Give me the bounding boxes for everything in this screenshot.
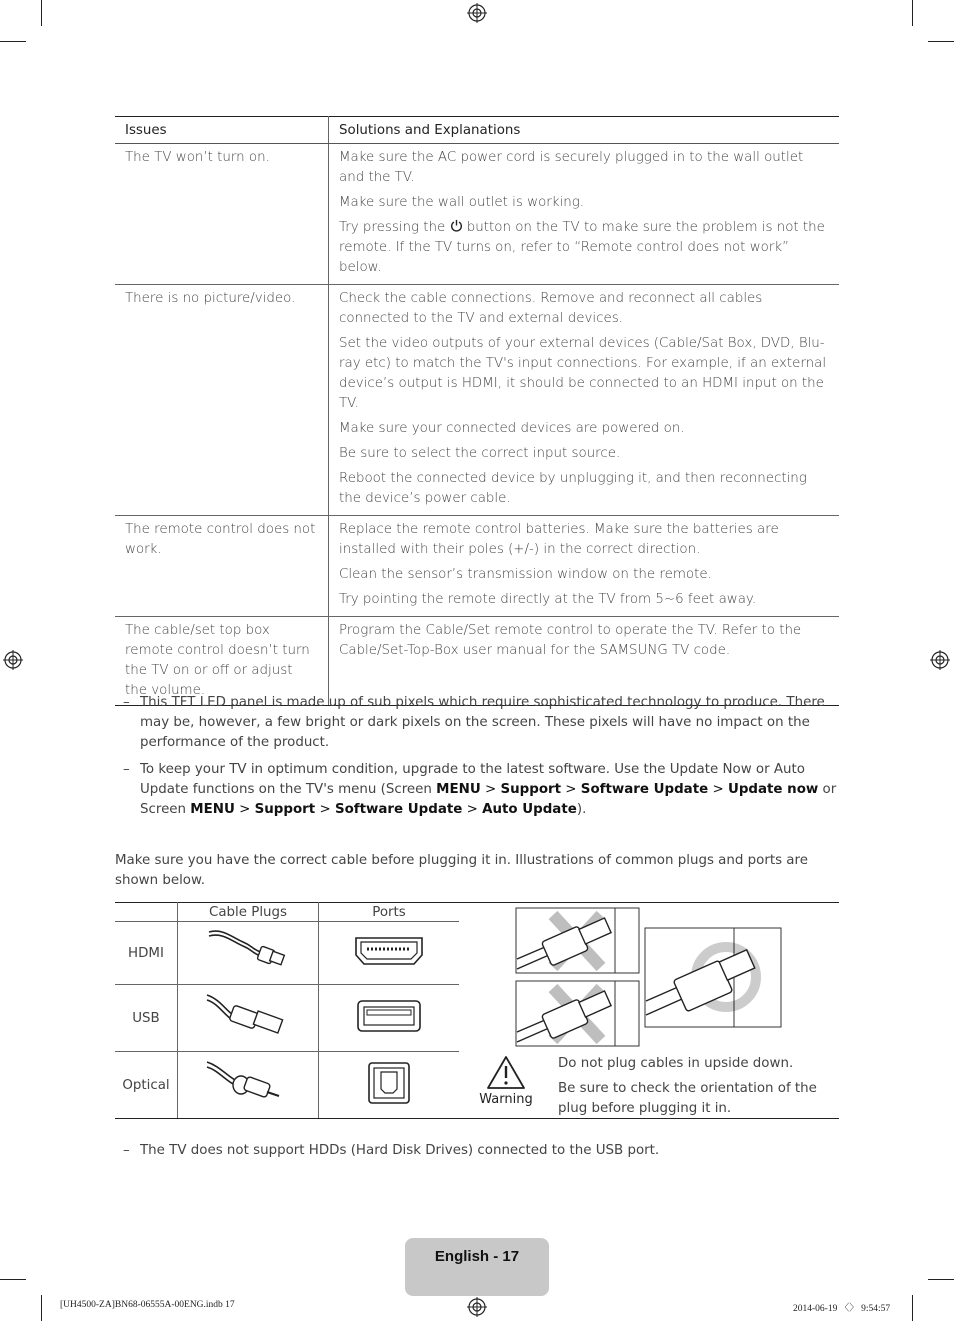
registration-mark-icon <box>467 3 487 23</box>
cable-type-label: Optical <box>115 1052 178 1119</box>
note-hdd <box>115 1141 837 1161</box>
print-slug-right: 2014-06-19 〈〉 9:54:57 <box>793 1304 891 1314</box>
menu-path-item: MENU <box>436 782 481 797</box>
issue-cell: The cable/set top box remote control doesn’t turn the TV on or off or adjust the volume. <box>115 617 329 706</box>
port-cell <box>319 985 460 1052</box>
column-header-plugs: Cable Plugs <box>178 903 319 922</box>
troubleshooting-table <box>115 116 839 706</box>
note-text <box>140 760 837 820</box>
table-header-row <box>115 117 839 144</box>
solution-cell <box>329 516 840 617</box>
registration-mark-icon <box>3 650 23 670</box>
chevron-right-icon: > <box>712 782 724 797</box>
plug-cell <box>178 1052 319 1119</box>
crop-mark <box>912 1295 913 1321</box>
optical-plug-icon <box>203 1058 293 1108</box>
column-header-ports: Ports <box>319 903 460 922</box>
solution-text: Be sure to select the correct input source. <box>339 446 621 461</box>
column-header-solutions: Solutions and Explanations <box>329 117 840 144</box>
issue-cell: The remote control does not work. <box>115 516 329 617</box>
correct-orientation-illustration <box>644 927 782 1028</box>
column-header-blank <box>115 903 178 922</box>
solution-text: Try pointing the remote directly at the TV from 5~6 feet away. <box>339 592 757 607</box>
port-cell <box>319 1052 460 1119</box>
warning-icon <box>486 1055 526 1091</box>
table-row <box>115 985 459 1052</box>
column-header-issues: Issues <box>115 117 329 144</box>
menu-path-item: Software Update <box>334 802 463 817</box>
solution-text: Reboot the connected device by unplugging it, and then reconnecting the device’s power cable. <box>339 471 807 506</box>
solution-cell <box>329 285 840 516</box>
crop-mark <box>0 1279 26 1280</box>
issue-cell: There is no picture/video. <box>115 285 329 516</box>
power-icon <box>450 219 463 232</box>
crop-mark <box>41 1295 42 1321</box>
plug-cell <box>178 922 319 985</box>
registration-mark-icon <box>467 1297 487 1317</box>
warning-text: Do not plug cables in upside down. <box>558 1056 794 1071</box>
solution-text: Check the cable connections. Remove and reconnect all cables connected to the TV and external devices. <box>339 291 763 326</box>
port-cell <box>319 922 460 985</box>
cable-table <box>115 902 459 1119</box>
table-header-row <box>115 903 459 922</box>
plug-cell <box>178 985 319 1052</box>
dash-bullet: – <box>123 762 130 777</box>
dash-bullet: – <box>123 1143 130 1158</box>
dash-bullet: – <box>123 695 130 710</box>
note-text-part: or Screen <box>140 782 837 817</box>
chevron-right-icon: > <box>466 802 478 817</box>
registration-mark-icon <box>930 650 950 670</box>
crop-mark <box>0 41 26 42</box>
wrong-orientation-illustration-2 <box>515 980 640 1047</box>
note-text: The TV does not support HDDs (Hard Disk Drives) connected to the USB port. <box>140 1143 660 1158</box>
menu-path-item: Support <box>254 802 316 817</box>
print-slug-left: [UH4500-ZA]BN68-06555A-00ENG.indb 17 <box>60 1300 235 1310</box>
chevron-right-icon: > <box>484 782 497 797</box>
solution-text: Clean the sensor’s transmission window on the remote. <box>339 567 712 582</box>
hdmi-plug-icon <box>203 926 293 976</box>
menu-path-item: Support <box>500 782 562 797</box>
wrong-orientation-illustration-1 <box>515 907 640 974</box>
solution-text: Replace the remote control batteries. Make sure the batteries are installed with their poles (+/-) in the correct direction. <box>339 522 779 557</box>
solution-text: Make sure your connected devices are powered on. <box>339 421 685 436</box>
chevron-right-icon: > <box>565 782 577 797</box>
table-row <box>115 922 459 985</box>
chevron-right-icon: > <box>319 802 331 817</box>
solution-text: Make sure the AC power cord is securely plugged in to the wall outlet and the TV. <box>339 150 804 185</box>
crop-mark <box>41 0 42 26</box>
note-update <box>115 760 837 820</box>
usb-plug-icon <box>203 991 293 1041</box>
menu-path-item: Auto Update <box>482 802 577 817</box>
table-row <box>115 1052 459 1119</box>
warning-label: Warning <box>479 1092 533 1107</box>
menu-path-item: MENU <box>190 802 235 817</box>
hdmi-port-icon <box>354 935 424 967</box>
solution-text-part: Try pressing the <box>339 220 450 235</box>
solution-text: Make sure the wall outlet is working. <box>339 195 585 210</box>
cable-intro: Make sure you have the correct cable before plugging it in. Illustrations of common plugs and ports are shown below. <box>115 853 808 888</box>
note-text: This TFT LED panel is made up of sub pixels which require sophisticated technology to produce. There may be, however, a few bright or dark pixels on the screen. These pixels will have no impact on the performance of the product. <box>140 695 825 750</box>
solution-cell <box>329 144 840 285</box>
solution-text <box>339 218 829 278</box>
note-text-part: To keep your TV in optimum condition, upgrade to the latest software. Use the Update Now or Auto Update functions on the TV's menu (Screen <box>140 762 805 797</box>
issue-cell: The TV won’t turn on. <box>115 144 329 285</box>
page-number-tab <box>405 1238 549 1296</box>
warning-text: Be sure to check the orientation of the plug before plugging it in. <box>558 1081 817 1116</box>
solution-text-part: button on the TV to make sure the problem is not the remote. If the TV turns on, refer to “Remote control does not work” below. <box>339 220 825 275</box>
page-number: English - 17 <box>434 1248 520 1265</box>
crop-mark <box>928 1279 954 1280</box>
solution-text: Program the Cable/Set remote control to operate the TV. Refer to the Cable/Set-Top-Box user manual for the SAMSUNG TV code. <box>339 623 802 658</box>
menu-path-item: Software Update <box>580 782 709 797</box>
crop-mark <box>928 41 954 42</box>
crop-mark <box>912 0 913 26</box>
table-row <box>115 285 839 516</box>
menu-path-item: Update now <box>727 782 819 797</box>
cable-type-label: USB <box>115 985 178 1052</box>
note-text-part: ). <box>576 802 587 817</box>
solution-text: Set the video outputs of your external devices (Cable/Sat Box, DVD, Blu-ray etc) to match the TV's input connections. For example, if an external device’s output is HDMI, it should be connected to an HDMI input on the TV. <box>339 336 827 411</box>
cable-type-label: HDMI <box>115 922 178 985</box>
usb-port-icon <box>356 998 422 1034</box>
chevron-right-icon: > <box>239 802 251 817</box>
table-row <box>115 516 839 617</box>
note-tft <box>115 693 837 753</box>
optical-port-icon <box>367 1061 411 1105</box>
table-row <box>115 144 839 285</box>
